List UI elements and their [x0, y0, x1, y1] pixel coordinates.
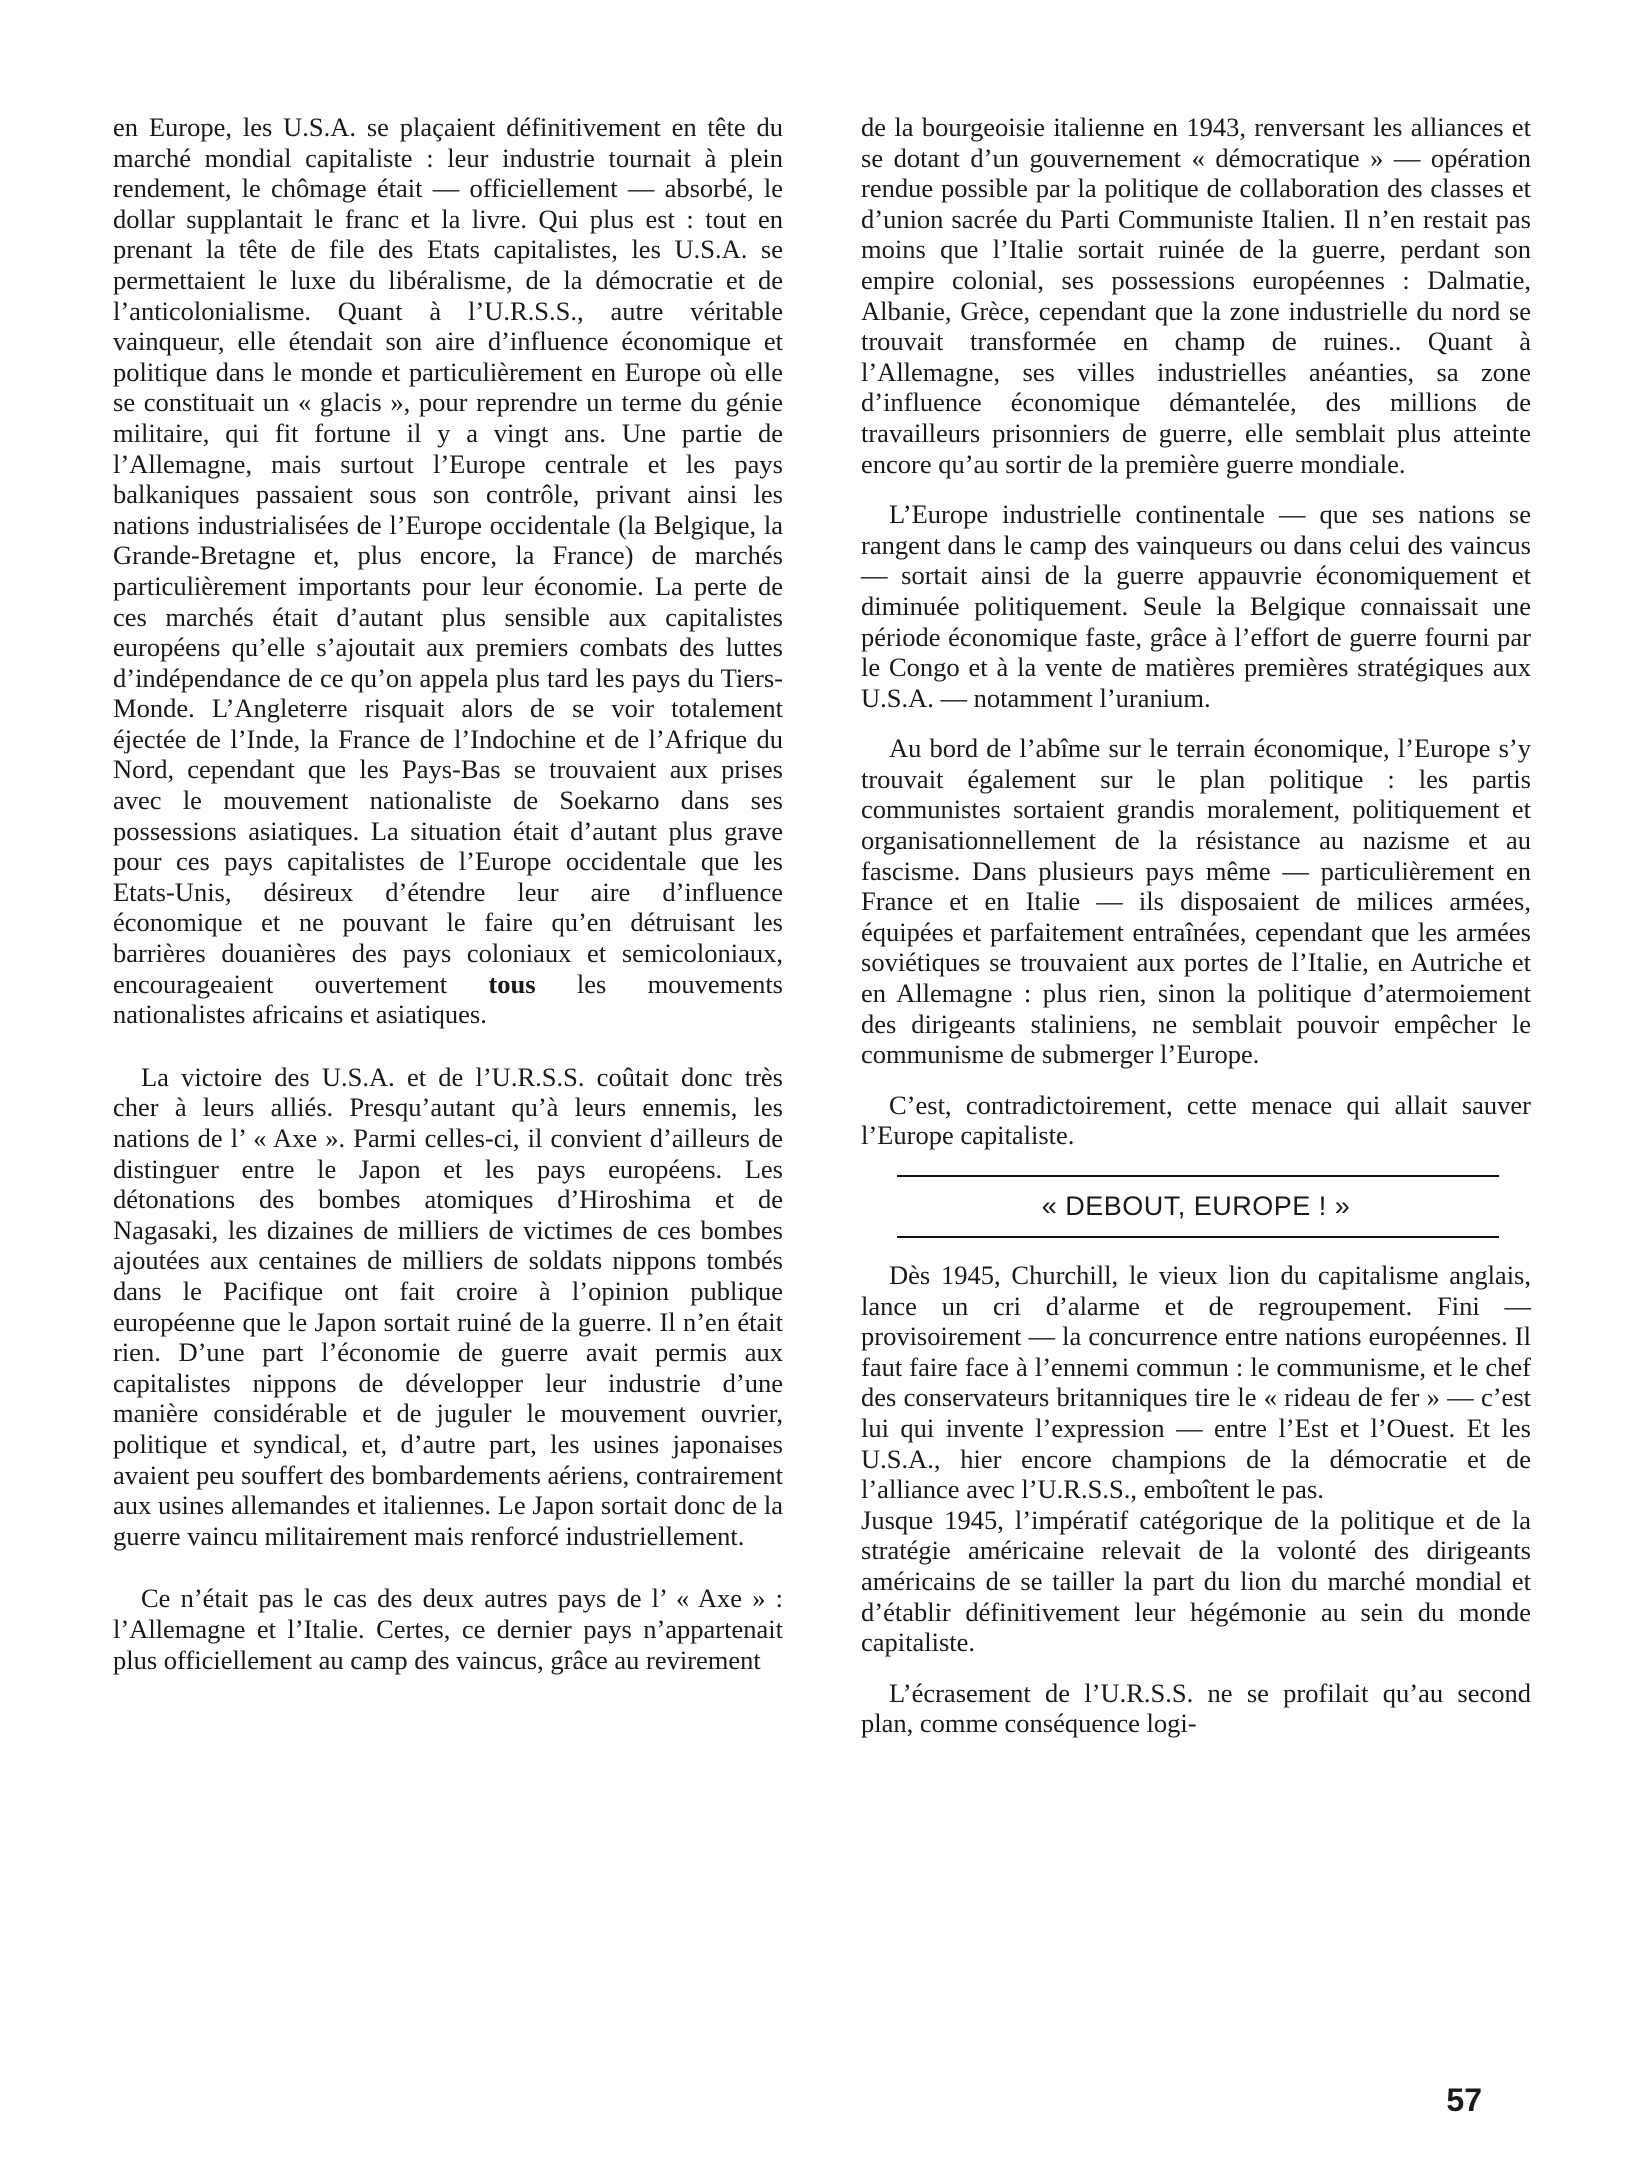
paragraph: C’est, contradictoirement, cette menace qui allait sauver l’Europe capitaliste.	[861, 1089, 1531, 1151]
paragraph-text: en Europe, les U.S.A. se plaçaient définitivement en tête du marché mondial capitaliste : leur industrie tournait à plein rendement, le chômage était — officiellement — absorbé, le dollar supplantait le franc et la livre. Qui plus est : tout en prenant la tête de file des Etats capitalistes, les U.S.A. se permettaient le luxe du libéralisme, de la démocratie et de l’anticolonialisme. Quant à l’U.R.S.S., autre véritable vainqueur, elle étendait son aire d’influence économique et politique dans le monde et particulièrement en Europe où elle se constituait un « glacis », pour reprendre un terme du génie militaire, qui fit fortune il y a vingt ans. Une partie de l’Allemagne, mais surtout l’Europe centrale et les pays balkaniques passaient sous son contrôle, privant ainsi les nations industrialisées de l’Europe occidentale (la Belgique, la Grande-Bretagne et, plus encore, la France) de marchés particulièrement importants pour leur économie. La perte de ces marchés était d’autant plus sensible aux capitalistes européens qu’elle s’ajoutait aux premiers combats des luttes d’indépendance de ce qu’on appela plus tard les pays du Tiers-Monde. L’Angleterre risquait alors de se voir totalement éjectée de l’Inde, la France de l’Indochine et de l’Afrique du Nord, cependant que les Pays-Bas se trouvaient aux prises avec le mouvement nationaliste de Soekarno dans ses possessions asiatiques. La situation était d’autant plus grave pour ces pays capitalistes de l’Europe occidentale que les Etats-Unis, désireux d’étendre leur aire d’influence économique et ne pouvant le faire qu’en détruisant les barrières douanières des pays coloniaux et semicoloniaux, encourageaient ouvertement	[113, 112, 783, 999]
left-column	[113, 112, 783, 1675]
section-heading: « DEBOUT, EUROPE ! »	[1041, 1191, 1351, 1221]
paragraph-text: les mouvements nationalistes africains et asiatiques.	[113, 968, 783, 1030]
paragraph: Au bord de l’abîme sur le terrain économique, l’Europe s’y trouvait également sur le plan politique : les partis communistes sortaient grandis moralement, politiquement et organisationnellement de la résistance au nazisme et au fascisme. Dans plusieurs pays même — particulièrement en France et en Italie — ils disposaient de milices armées, équipées et parfaitement entraînées, cependant que les armées soviétiques se trouvaient aux portes de l’Italie, en Autriche et en Allemagne : plus rien, sinon la politique d’atermoiement des dirigeants staliniens, ne semblait pouvoir empêcher le communisme de submerger l’Europe.	[861, 733, 1531, 1070]
paragraph: L’Europe industrielle continentale — que ses nations se rangent dans le camp des vainqueurs ou dans celui des vaincus — sortait ainsi de la guerre appauvrie économiquement et diminuée politiquement. Seule la Belgique connaissait une période économique faste, grâce à l’effort de guerre fourni par le Congo et à la vente de matières premières stratégiques aux U.S.A. — notamment l’uranium.	[861, 499, 1531, 713]
paragraph: L’écrasement de l’U.R.S.S. ne se profilait qu’au second plan, comme conséquence logi-	[861, 1677, 1531, 1739]
paragraph: Jusque 1945, l’impératif catégorique de la politique et de la stratégie américaine relevait de la volonté des dirigeants américains de se tailler la part du lion du marché mondial et d’établir définitivement leur hégémonie au sein du monde capitaliste.	[861, 1504, 1531, 1658]
paragraph: de la bourgeoisie italienne en 1943, renversant les alliances et se dotant d’un gouvernement « démocratique » — opération rendue possible par la politique de collaboration des classes et d’union sacrée du Parti Communiste Italien. Il n’en restait pas moins que l’Italie sortait ruinée de la guerre, perdant son empire colonial, ses possessions européennes : Dalmatie, Albanie, Grèce, cependant que la zone industrielle du nord se trouvait transformée en champ de ruines.. Quant à l’Allemagne, ses villes industrielles anéanties, sa zone d’influence économique démantelée, des millions de travailleurs prisonniers de guerre, elle semblait plus atteinte encore qu’au sortir de la première guerre mondiale.	[861, 112, 1531, 479]
paragraph: Ce n’était pas le cas des deux autres pays de l’ « Axe » : l’Allemagne et l’Italie. Certes, ce dernier pays n’appartenait plus officiellement au camp des vaincus, grâce au revirement	[113, 1583, 783, 1675]
paragraph	[113, 112, 783, 1030]
paragraph: La victoire des U.S.A. et de l’U.R.S.S. coûtait donc très cher à leurs alliés. Presqu’autant qu’à leurs ennemis, les nations de l’ « Axe ». Parmi celles-ci, il convient d’ailleurs de distinguer entre le Japon et les pays européens. Les détonations des bombes atomiques d’Hiroshima et de Nagasaki, les dizaines de milliers de victimes de ces bombes ajoutées aux centaines de milliers de soldats nippons tombés dans le Pacifique ont fait croire à l’opinion publique européenne que le Japon sortait ruiné de la guerre. Il n’en était rien. D’une part l’économie de guerre avait permis aux capitalistes nippons de développer leur industrie d’une manière considérable et de juguler le mouvement ouvrier, politique et syndical, et, d’autre part, les usines japonaises avaient peu souffert des bombardements aériens, contrairement aux usines allemandes et italiennes. Le Japon sortait donc de la guerre vaincu militairement mais renforcé industriellement.	[113, 1061, 783, 1551]
right-column	[861, 112, 1531, 1739]
paragraph: Dès 1945, Churchill, le vieux lion du capitalisme anglais, lance un cri d’alarme et de regroupement. Fini — provisoirement — la concurrence entre nations européennes. Il faut faire face à l’ennemi commun : le communisme, et le chef des conservateurs britanniques tire le « rideau de fer » — c’est lui qui invente l’expression — entre l’Est et l’Ouest. Et les U.S.A., hier encore champions de la démocratie et de l’alliance avec l’U.R.S.S., emboîtent le pas.	[861, 1260, 1531, 1505]
page-number: 57	[1446, 2082, 1482, 2118]
emphasis-text: tous	[488, 968, 536, 999]
